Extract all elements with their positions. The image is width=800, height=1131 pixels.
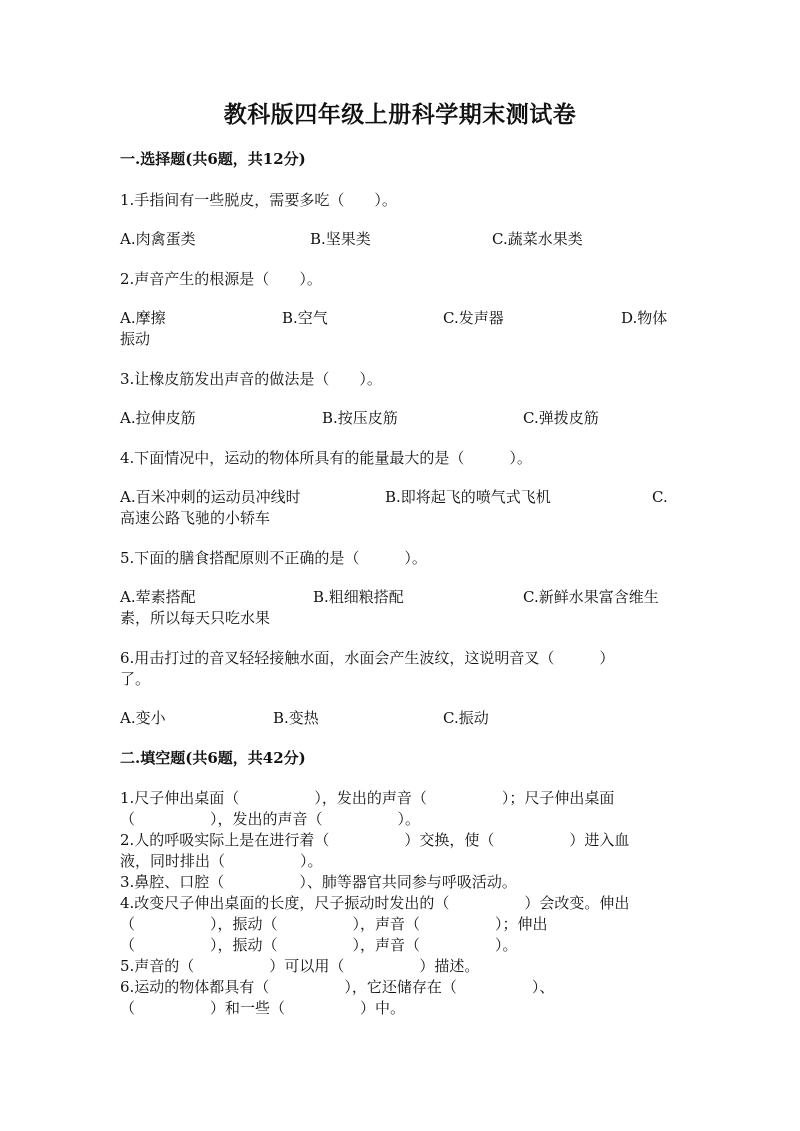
question-6-option-a: A.变小 [120, 709, 166, 727]
question-5-stem: 5.下面的膳食搭配原则不正确的是（ ）。 [120, 549, 427, 567]
question-4-option-b: B.即将起飞的喷气式飞机 [385, 488, 551, 506]
fill-in-line: （ ），发出的声音（ ）。 [120, 810, 421, 828]
question-1-option-a: A.肉禽蛋类 [120, 230, 196, 248]
question-6-stem-continued: 了。 [120, 670, 151, 688]
question-2-option-c: C.发声器 [443, 309, 504, 327]
question-4-option-a: A.百米冲刺的运动员冲线时 [120, 488, 301, 506]
question-2-option-d-continued: 振动 [120, 330, 151, 348]
fill-in-line: 1.尺子伸出桌面（ ），发出的声音（ ）；尺子伸出桌面 [120, 789, 615, 807]
question-5-option-a: A.荤素搭配 [120, 588, 196, 606]
question-3-stem: 3.让橡皮筋发出声音的做法是（ ）。 [120, 370, 382, 388]
question-2-option-a: A.摩擦 [120, 309, 166, 327]
fill-in-line: 3.鼻腔、口腔（ ）、肺等器官共同参与呼吸活动。 [120, 873, 517, 891]
fill-in-line: 5.声音的（ ）可以用（ ）描述。 [120, 957, 480, 975]
question-1-option-b: B.坚果类 [310, 230, 371, 248]
fill-in-line: 4.改变尺子伸出桌面的长度，尺子振动时发出的（ ）会改变。伸出 [120, 894, 630, 912]
question-2-option-d: D.物体 [621, 309, 668, 327]
question-3-option-b: B.按压皮筋 [322, 409, 398, 427]
question-4-stem: 4.下面情况中，运动的物体所具有的能量最大的是（ ）。 [120, 449, 532, 467]
question-5-option-b: B.粗细粮搭配 [313, 588, 404, 606]
section-heading-fill-in: 二.填空题(共6题，共42分) [120, 749, 306, 767]
question-2-stem: 2.声音产生的根源是（ ）。 [120, 270, 322, 288]
question-5-option-c-continued: 素，所以每天只吃水果 [120, 609, 271, 627]
fill-in-line: 6.运动的物体都具有（ ），它还储存在（ ）、 [120, 978, 555, 996]
question-6-option-b: B.变热 [273, 709, 319, 727]
question-1-stem: 1.手指间有一些脱皮，需要多吃（ ）。 [120, 191, 397, 209]
question-3-option-a: A.拉伸皮筋 [120, 409, 196, 427]
question-4-option-c: C. [652, 488, 668, 506]
section-heading-choice: 一.选择题(共6题，共12分) [120, 150, 306, 168]
fill-in-line: （ ），振动（ ），声音（ ）。 [120, 936, 518, 954]
question-1-option-c: C.蔬菜水果类 [492, 230, 583, 248]
question-4-option-c-continued: 高速公路飞驰的小轿车 [120, 509, 271, 527]
fill-in-line: 2.人的呼吸实际上是在进行着（ ）交换，使（ ）进入血 [120, 831, 630, 849]
fill-in-line: 液，同时排出（ ）。 [120, 852, 323, 870]
question-3-option-c: C.弹拨皮筋 [523, 409, 599, 427]
question-6-stem: 6.用击打过的音叉轻轻接触水面，水面会产生波纹，这说明音叉（ ） [120, 649, 615, 667]
question-5-option-c: C.新鲜水果富含维生 [523, 588, 659, 606]
question-6-option-c: C.振动 [443, 709, 489, 727]
question-2-option-b: B.空气 [282, 309, 328, 327]
fill-in-line: （ ），振动（ ），声音（ ）；伸出 [120, 915, 548, 933]
fill-in-line: （ ）和一些（ ）中。 [120, 999, 406, 1017]
page-title: 教科版四年级上册科学期末测试卷 [223, 101, 577, 128]
